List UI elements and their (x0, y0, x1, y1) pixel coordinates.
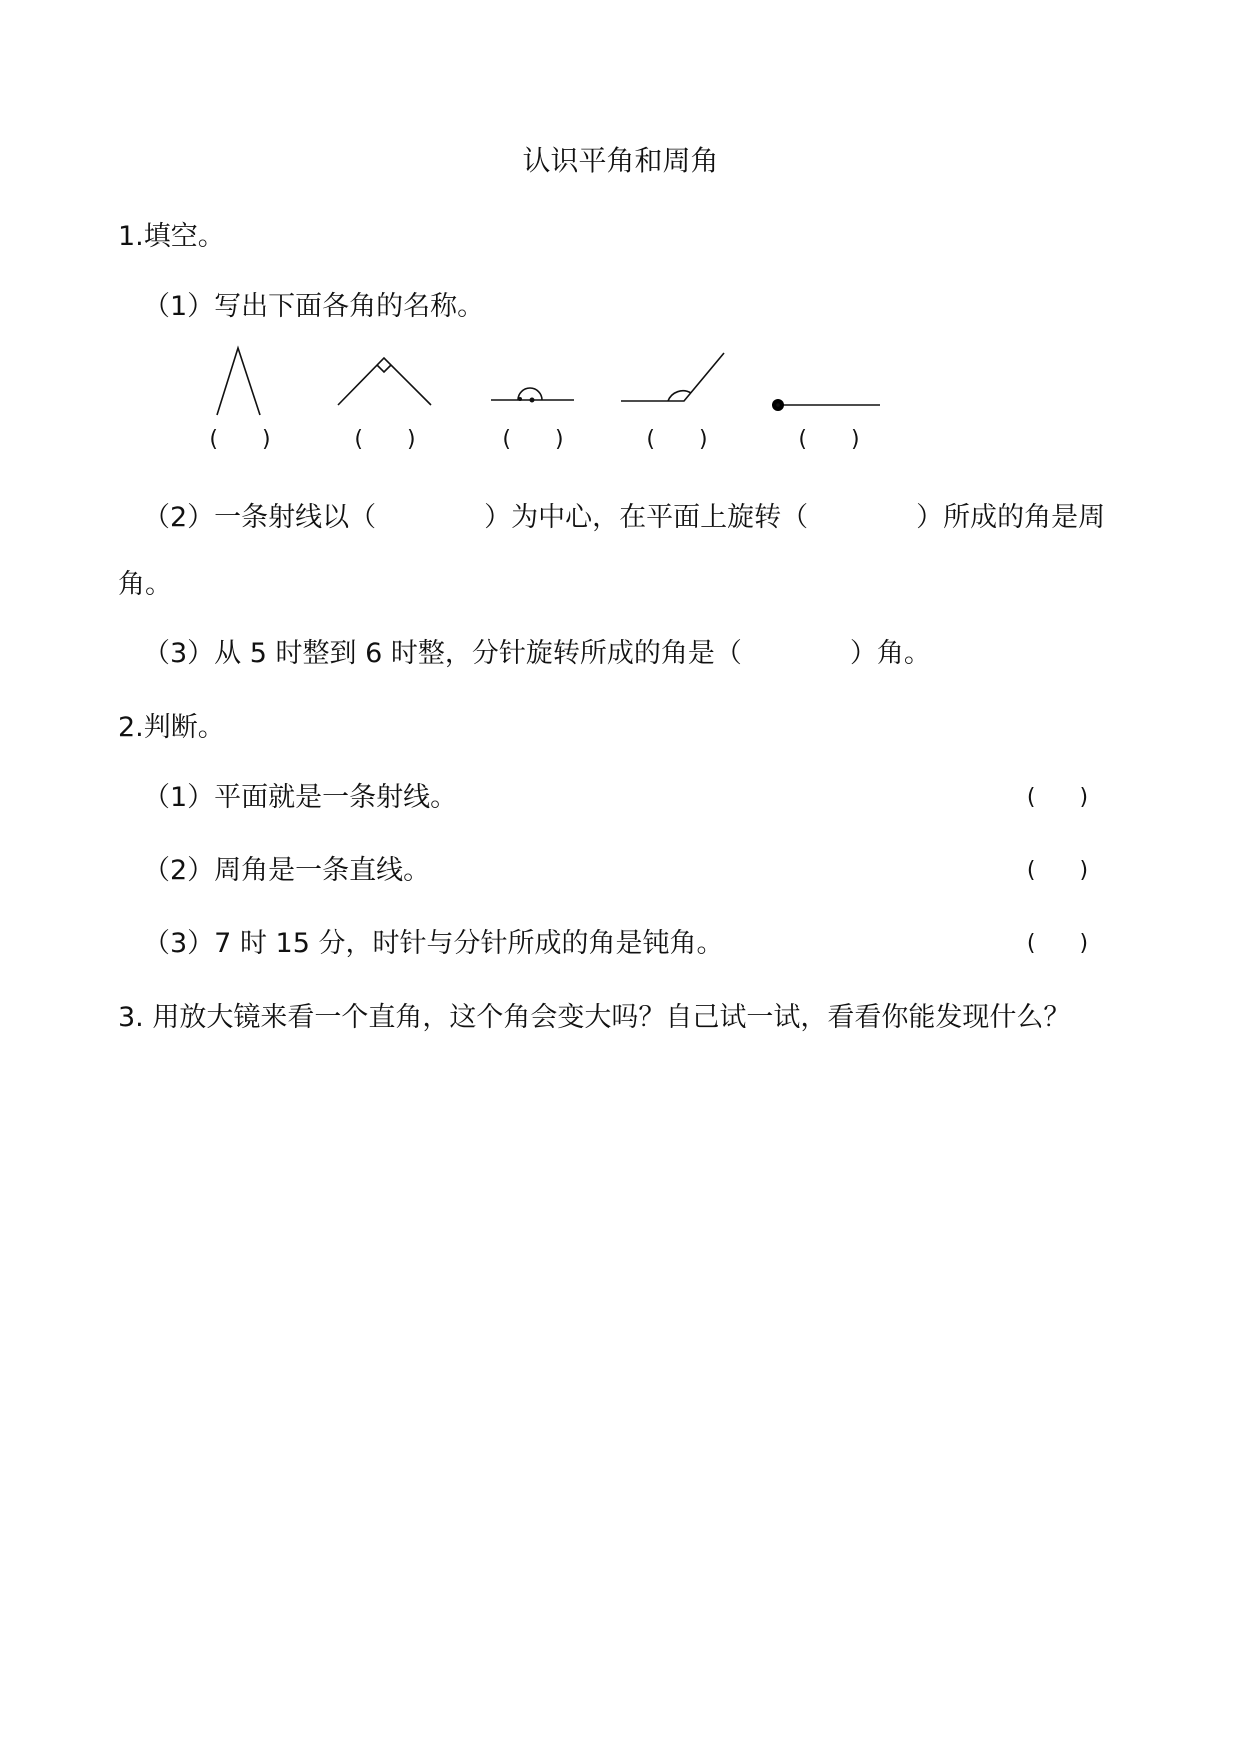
answer-blank-3[interactable]: ( ) (502, 427, 564, 452)
judge-blank-3[interactable]: ( ) (1026, 931, 1089, 956)
question-1-3: （3）从 5 时整到 6 时整，分针旋转所成的角是（ ）角。 (143, 638, 931, 669)
question-1-2-continued: 角。 (118, 569, 172, 600)
judge-item-1: （1）平面就是一条射线。 (143, 782, 458, 813)
judge-item-3: （3）7 时 15 分，时针与分针所成的角是钝角。 (143, 928, 724, 959)
judge-blank-1[interactable]: ( ) (1026, 785, 1089, 810)
section-1-heading: 1.填空。 (118, 221, 225, 252)
question-1-1: （1）写出下面各角的名称。 (143, 291, 485, 322)
judge-item-2: （2）周角是一条直线。 (143, 855, 431, 886)
straight-angle-icon (488, 380, 578, 410)
answer-blank-5[interactable]: ( ) (798, 427, 860, 452)
judge-blank-2[interactable]: ( ) (1026, 858, 1089, 883)
right-angle-icon (333, 350, 438, 410)
acute-angle-icon (210, 340, 270, 420)
section-2-heading: 2.判断。 (118, 712, 225, 743)
question-3: 3. 用放大镜来看一个直角，这个角会变大吗？自己试一试，看看你能发现什么？ (118, 1002, 1071, 1033)
question-1-2: （2）一条射线以（ ）为中心，在平面上旋转（ ）所成的角是周 (143, 502, 1106, 533)
answer-blank-2[interactable]: ( ) (354, 427, 416, 452)
answer-blank-1[interactable]: ( ) (209, 427, 271, 452)
full-angle-icon (768, 395, 883, 415)
obtuse-angle-icon (618, 348, 728, 408)
page-title: 认识平角和周角 (522, 144, 719, 177)
answer-blank-4[interactable]: ( ) (646, 427, 708, 452)
